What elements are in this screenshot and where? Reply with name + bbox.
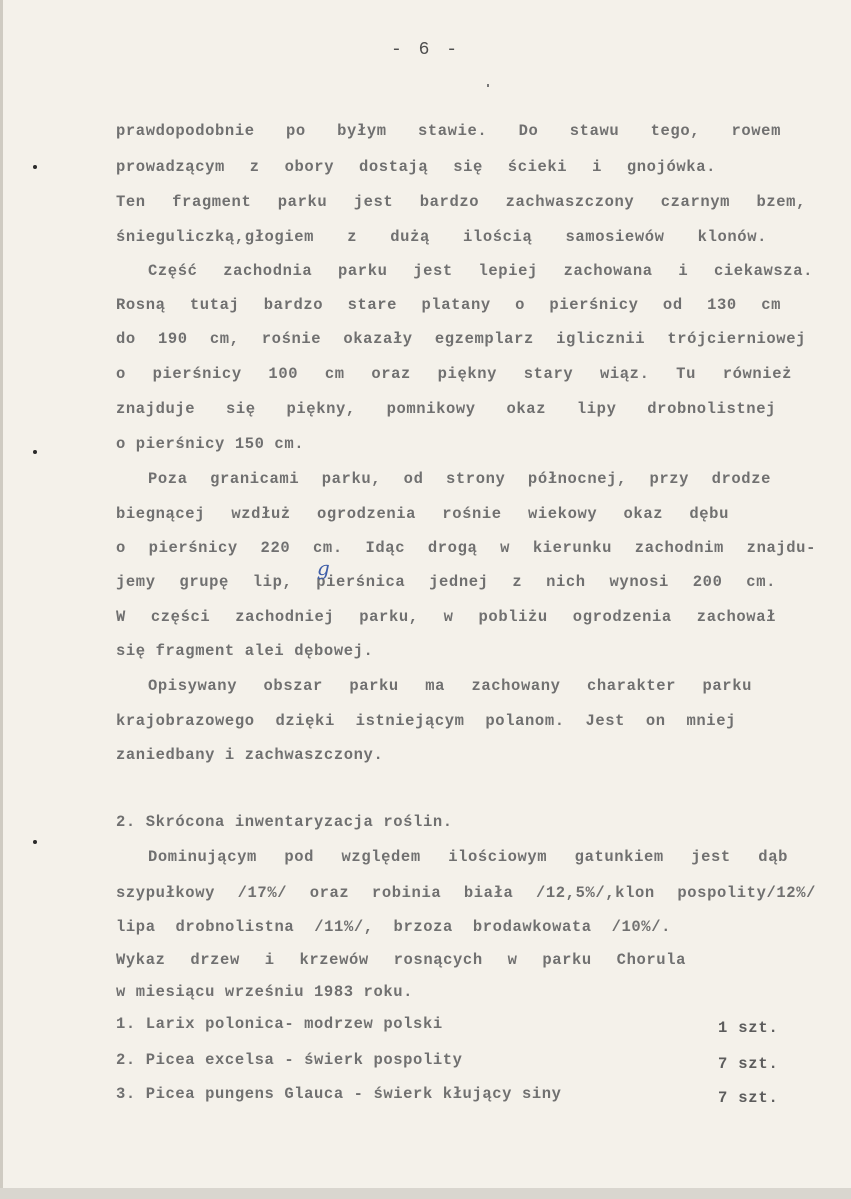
species-item-name: 1. Larix polonica- modrzew polski [116,1015,443,1033]
text-line: Dominującym pod względem ilościowym gatunkiem jest dąb [148,848,788,866]
page-edge-bottom [0,1188,851,1199]
species-item-qty: 1 szt. [718,1019,779,1037]
text-line: śnieguliczką,głogiem z dużą ilością samosiewów klonów. [116,228,767,246]
text-line: krajobrazowego dzięki istniejącym polanom. Jest on mniej [116,712,736,730]
page-number: - 6 - [390,40,460,60]
punch-hole-mark [33,450,37,454]
page-edge [0,0,3,1199]
text-line: o pierśnicy 220 cm. Idąc drogą w kierunku zachodnim znajdu- [116,539,816,557]
text-line: w miesiącu wrześniu 1983 roku. [116,983,414,1001]
text-line: o pierśnicy 100 cm oraz piękny stary wiąz. Tu również [116,365,792,383]
text-line: Poza granicami parku, od strony północnej, przy drodze [148,470,771,488]
text-line: się fragment alei dębowej. [116,642,374,660]
text-line: znajduje się piękny, pomnikowy okaz lipy drobnolistnej [116,400,776,418]
text-line: zaniedbany i zachwaszczony. [116,746,384,764]
ink-speck [487,84,489,87]
section-heading: 2. Skrócona inwentaryzacja roślin. [116,813,453,831]
text-line: o pierśnicy 150 cm. [116,435,305,453]
handwritten-correction: g [317,556,330,580]
species-item-qty: 7 szt. [718,1089,779,1107]
species-item-name: 2. Picea excelsa - świerk pospolity [116,1051,463,1069]
text-line: jemy grupę lip, pierśnica jednej z nich wynosi 200 cm. [116,573,776,591]
text-line: prowadzącym z obory dostają się ścieki i gnojówka. [116,158,716,176]
species-item-qty: 7 szt. [718,1055,779,1073]
text-line: Wykaz drzew i krzewów rosnących w parku Chorula [116,951,686,969]
text-line: Rosną tutaj bardzo stare platany o pierśnicy od 130 cm [116,296,781,314]
text-line: szypułkowy /17%/ oraz robinia biała /12,5%/,klon pospolity/12%/ [116,884,816,902]
text-line: lipa drobnolistna /11%/, brzoza brodawkowata /10%/. [116,918,671,936]
species-item-name: 3. Picea pungens Glauca - świerk kłujący siny [116,1085,562,1103]
punch-hole-mark [33,840,37,844]
text-line: do 190 cm, rośnie okazały egzemplarz iglicznii trójcierniowej [116,330,806,348]
text-line: W części zachodniej parku, w pobliżu ogrodzenia zachował [116,608,776,626]
text-line: biegnącej wzdłuż ogrodzenia rośnie wiekowy okaz dębu [116,505,729,523]
text-line: prawdopodobnie po byłym stawie. Do stawu tego, rowem [116,122,781,140]
text-line: Opisywany obszar parku ma zachowany charakter parku [148,677,752,695]
text-line: Część zachodnia parku jest lepiej zachowana i ciekawsza. [148,262,813,280]
text-line: Ten fragment parku jest bardzo zachwaszczony czarnym bzem, [116,193,806,211]
punch-hole-mark [33,165,37,169]
